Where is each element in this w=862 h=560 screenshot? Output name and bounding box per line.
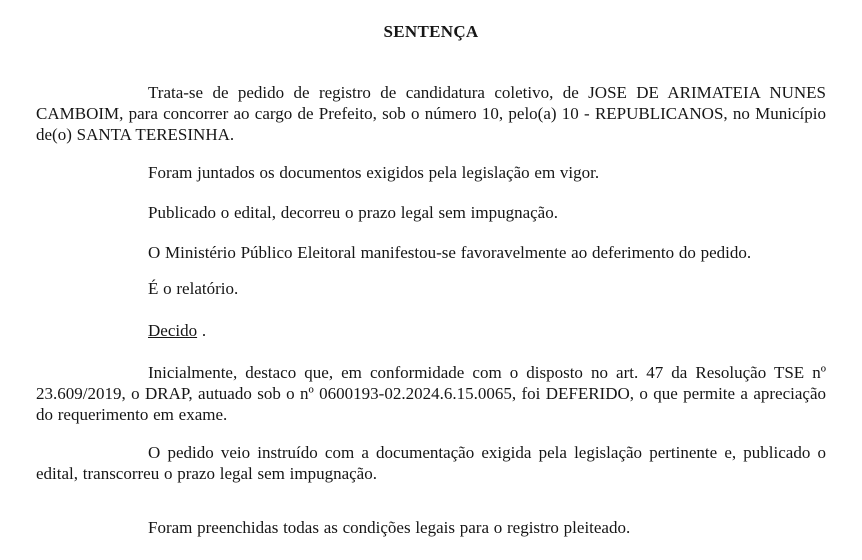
paragraph-decido xyxy=(36,320,826,341)
decido-suffix: . xyxy=(197,321,207,340)
paragraph-instrucao: O pedido veio instruído com a documentação exigida pela legislação pertinente e, publicado o edital, transcorreu o prazo legal sem impugnação. xyxy=(36,443,826,483)
document-title: SENTENÇA xyxy=(383,22,479,41)
paragraph-drap-deferido: Inicialmente, destaco que, em conformidade com o disposto no art. 47 da Resolução TSE nº 23.609/2019, o DRAP, autuado sob o nº 0600193-02.2024.6.15.0065, foi DEFERIDO, o que permite a apreciação do requerimento em exame. xyxy=(36,363,826,424)
document-page xyxy=(0,21,862,560)
sentence-document xyxy=(36,21,826,538)
paragraph-ministerio-publico: O Ministério Público Eleitoral manifestou-se favoravelmente ao deferimento do pedido. xyxy=(148,243,752,262)
paragraph-documents: Foram juntados os documentos exigidos pela legislação em vigor. xyxy=(148,163,600,182)
decido-underlined-text: Decido xyxy=(148,321,198,340)
paragraph-condicoes-legais: Foram preenchidas todas as condições legais para o registro pleiteado. xyxy=(148,518,631,537)
paragraph-intro: Trata-se de pedido de registro de candidatura coletivo, de JOSE DE ARIMATEIA NUNES CAMBOIM, para concorrer ao cargo de Prefeito, sob o número 10, pelo(a) 10 - REPUBLICANOS, no Município de(o) SANTA TERESINHA. xyxy=(36,83,826,144)
paragraph-edital: Publicado o edital, decorreu o prazo legal sem impugnação. xyxy=(148,203,558,222)
paragraph-relatorio: É o relatório. xyxy=(148,279,239,298)
